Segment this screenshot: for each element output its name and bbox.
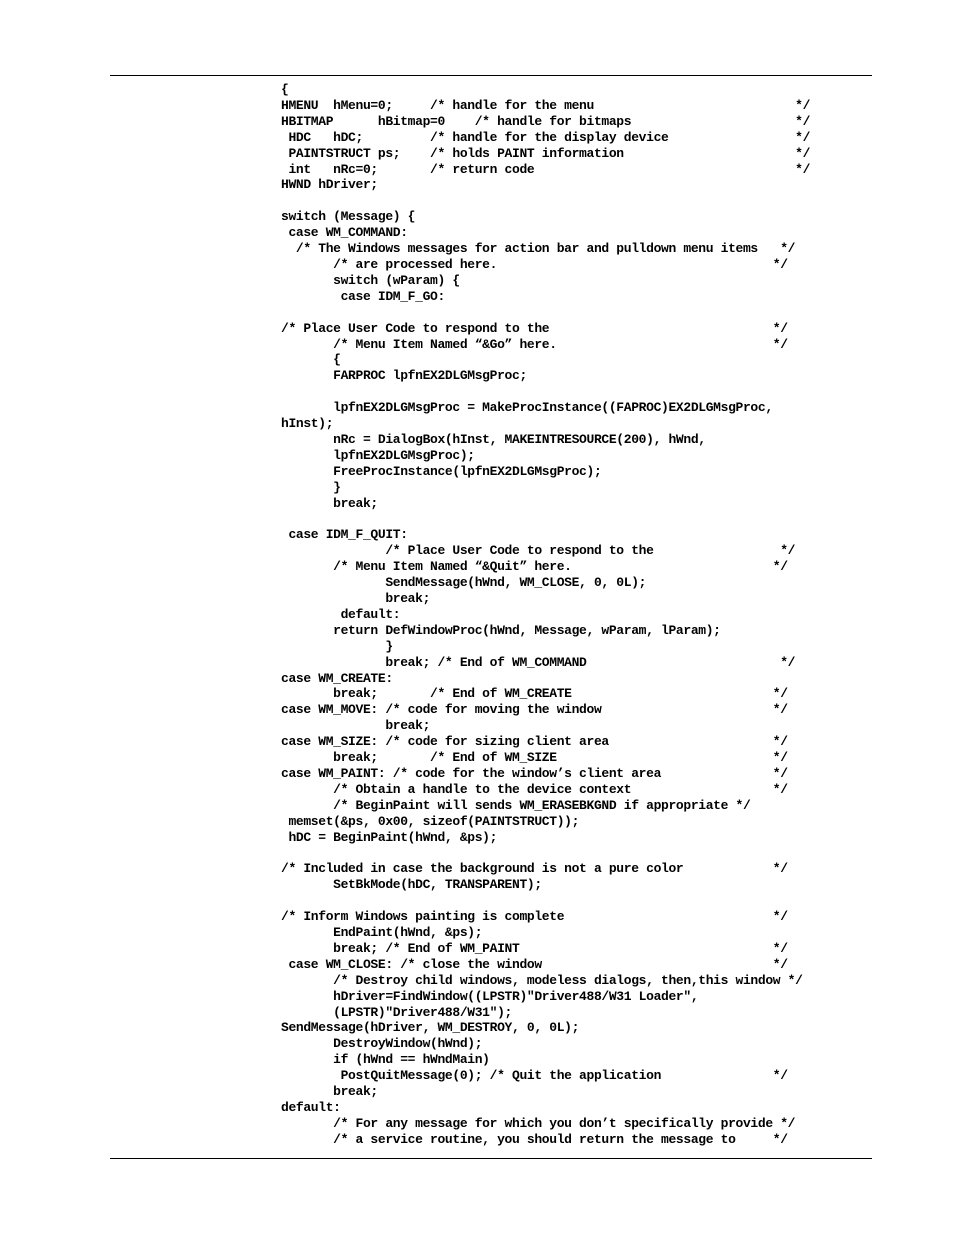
code-line: FARPROC lpfnEX2DLGMsgProc; <box>281 368 527 384</box>
code-line: PAINTSTRUCT ps; /* holds PAINT information */ <box>281 145 811 161</box>
code-line: case WM_MOVE: /* code for moving the window */ <box>281 702 788 718</box>
code-line <box>281 384 810 400</box>
code-line: /* are processed here. */ <box>281 256 788 272</box>
code-line: HMENU hMenu=0; /* handle for the menu */ <box>281 97 811 113</box>
code-line <box>281 893 810 909</box>
code-line: default: <box>281 606 401 622</box>
code-line: /* Included in case the background is not a pure color */ <box>281 861 788 877</box>
code-line: SendMessage(hWnd, WM_CLOSE, 0, 0L); <box>281 575 647 591</box>
code-line: case WM_CREATE: <box>281 670 393 686</box>
code-line: /* Place User Code to respond to the */ <box>281 543 796 559</box>
code-line <box>281 305 810 321</box>
code-line: switch (Message) { <box>281 209 416 225</box>
code-line <box>281 193 810 209</box>
code-line: PostQuitMessage(0); /* Quit the application */ <box>281 1068 788 1084</box>
code-line: int nRc=0; /* return code */ <box>281 161 811 177</box>
code-line: switch (wParam) { <box>281 272 460 288</box>
code-line: case WM_PAINT: /* code for the window’s client area */ <box>281 765 788 781</box>
code-line: case IDM_F_GO: <box>281 288 445 304</box>
code-line: /* Menu Item Named “&Go” here. */ <box>281 336 788 352</box>
code-line: hDC = BeginPaint(hWnd, &ps); <box>281 829 498 845</box>
code-line: SendMessage(hDriver, WM_DESTROY, 0, 0L); <box>281 1020 580 1036</box>
code-line: default: <box>281 1100 341 1115</box>
code-line: /* Menu Item Named “&Quit” here. */ <box>281 559 788 575</box>
code-line: FreeProcInstance(lpfnEX2DLGMsgProc); <box>281 463 602 479</box>
code-line: case IDM_F_QUIT: <box>281 527 408 543</box>
code-line: HDC hDC; /* handle for the display device */ <box>281 129 811 145</box>
code-line: break; <box>281 591 431 606</box>
code-line: break; <box>281 1084 378 1100</box>
code-line <box>281 846 810 862</box>
code-line: break; <box>281 495 378 511</box>
code-line: } <box>281 479 341 495</box>
code-line: lpfnEX2DLGMsgProc = MakeProcInstance((FAPROC)EX2DLGMsgProc, <box>281 400 773 416</box>
code-line: lpfnEX2DLGMsgProc); <box>281 447 475 463</box>
code-line: case WM_SIZE: /* code for sizing client area */ <box>281 734 788 750</box>
footer-rule <box>110 1158 872 1159</box>
code-line: /* Inform Windows painting is complete */ <box>281 909 788 925</box>
code-line: /* Obtain a handle to the device context */ <box>281 781 788 797</box>
code-line: break; /* End of WM_PAINT */ <box>281 940 788 956</box>
code-line: SetBkMode(hDC, TRANSPARENT); <box>281 877 542 893</box>
code-line: EndPaint(hWnd, &ps); <box>281 925 483 941</box>
code-line: /* a service routine, you should return the message to */ <box>281 1131 788 1147</box>
code-line: DestroyWindow(hWnd); <box>281 1036 483 1052</box>
code-line <box>281 511 810 527</box>
code-line: case WM_CLOSE: /* close the window */ <box>281 956 788 972</box>
code-line: HBITMAP hBitmap=0 /* handle for bitmaps */ <box>281 113 811 129</box>
code-line: break; <box>281 718 431 734</box>
header-rule <box>110 75 872 76</box>
code-line: case WM_COMMAND: <box>281 225 408 241</box>
code-line: nRc = DialogBox(hInst, MAKEINTRESOURCE(200), hWnd, <box>281 431 706 447</box>
code-line: /* Destroy child windows, modeless dialogs, then,this window */ <box>281 972 803 988</box>
code-line: if (hWnd == hWndMain) <box>281 1052 490 1068</box>
code-line: } <box>281 638 393 654</box>
code-line: /* Place User Code to respond to the */ <box>281 320 788 336</box>
code-line: /* The Windows messages for action bar and pulldown menu items */ <box>281 241 796 257</box>
code-line: break; /* End of WM_SIZE */ <box>281 750 788 766</box>
code-line: (LPSTR)"Driver488/W31"); <box>281 1004 512 1020</box>
code-line: hDriver=FindWindow((LPSTR)"Driver488/W31 Loader", <box>281 988 699 1004</box>
code-line: hInst); <box>281 416 334 432</box>
code-line: /* For any message for which you don’t specifically provide */ <box>281 1115 796 1131</box>
code-line: break; /* End of WM_COMMAND */ <box>281 654 796 670</box>
code-line: break; /* End of WM_CREATE */ <box>281 686 788 702</box>
code-line: return DefWindowProc(hWnd, Message, wParam, lParam); <box>281 622 721 638</box>
code-line: { <box>281 352 341 368</box>
code-listing <box>281 82 810 1148</box>
code-line: HWND hDriver; <box>281 177 378 193</box>
code-line: memset(&ps, 0x00, sizeof(PAINTSTRUCT)); <box>281 813 580 829</box>
code-line: /* BeginPaint will sends WM_ERASEBKGND if appropriate */ <box>281 797 751 813</box>
code-line: { <box>281 82 289 97</box>
